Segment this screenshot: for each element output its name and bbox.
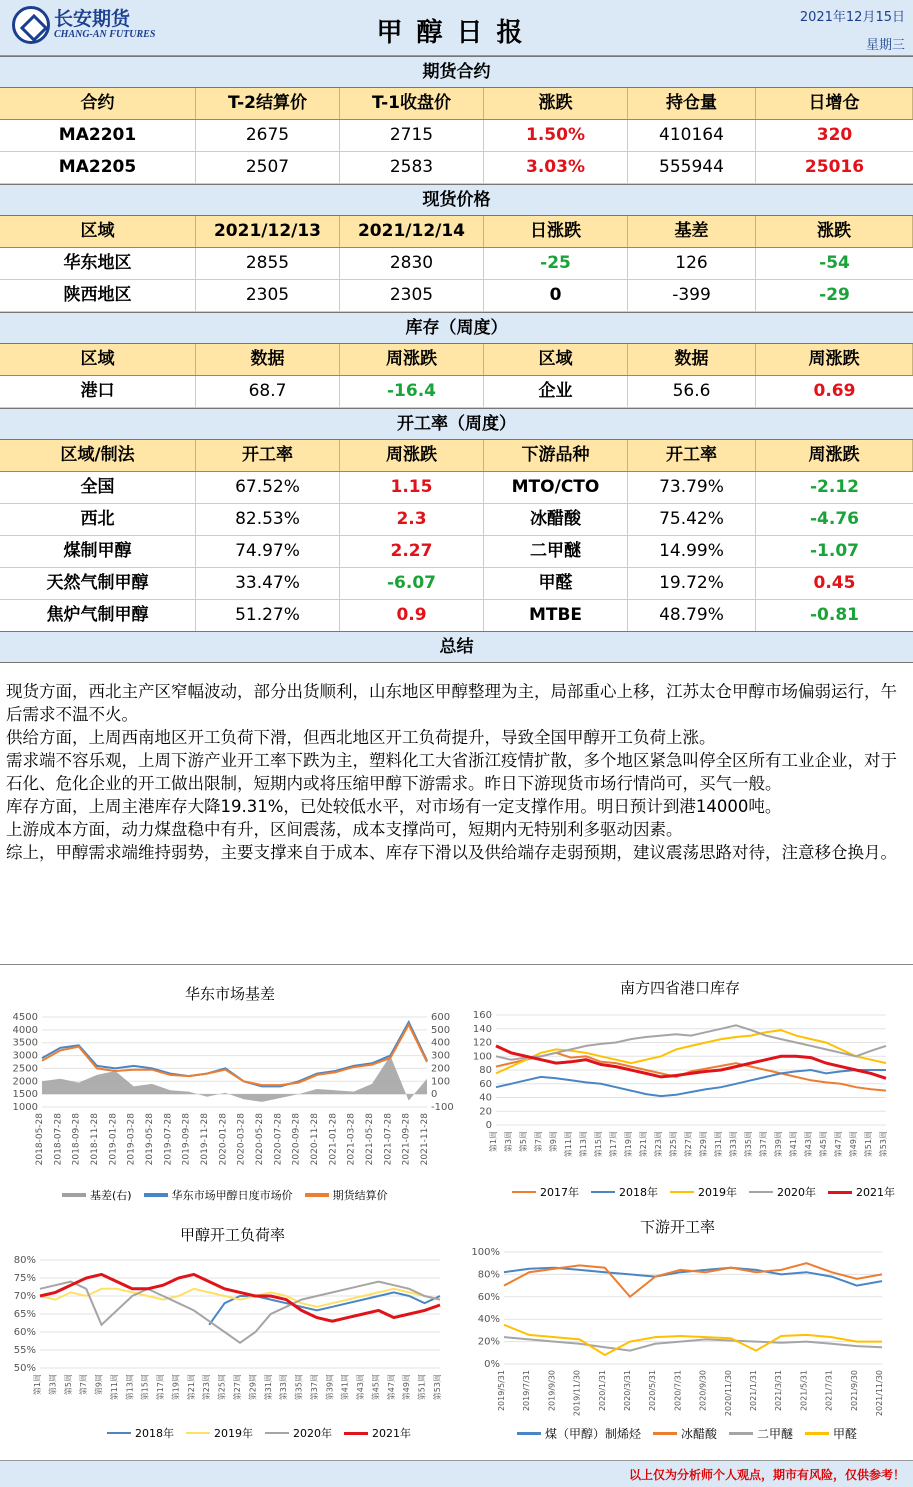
x-tick-label: 2020-05-28: [255, 1113, 265, 1166]
x-tick-label: 第29周: [248, 1374, 258, 1401]
table-cell: 126: [628, 248, 756, 279]
y-tick-label: 0: [485, 1120, 492, 1131]
summary-paragraph: 现货方面，西北主产区窄幅波动，部分出货顺利，山东地区甲醇整理为主，局部重心上移，江苏太仓甲醇市场偏弱运行，午后需求不温不火。: [6, 682, 897, 724]
table-cell: 0.45: [813, 573, 856, 593]
table-row: [0, 600, 913, 632]
x-tick-label: 2021-11-28: [420, 1113, 430, 1166]
x-tick-label: 第23周: [202, 1374, 212, 1401]
x-tick-label: 第37周: [309, 1374, 319, 1401]
x-tick-label: 第25周: [217, 1374, 227, 1401]
column-header: 数据: [628, 344, 756, 375]
column-header: 2021/12/14: [340, 216, 484, 247]
x-tick-label: 2020/5/31: [648, 1370, 658, 1412]
table-cell: 73.79%: [628, 472, 756, 503]
legend-swatch: [805, 1432, 829, 1435]
x-tick-label: 2020/9/30: [698, 1370, 708, 1412]
legend-label: 2020年: [293, 1427, 332, 1440]
table-cell: 14.99%: [628, 536, 756, 567]
series-area: [42, 1056, 427, 1102]
table-cell: -4.76: [810, 509, 859, 529]
spot-header-row: [0, 216, 913, 248]
y-tick-label: 0%: [484, 1359, 500, 1370]
x-tick-label: 第31周: [263, 1374, 273, 1401]
table-cell: 1.50%: [484, 120, 628, 151]
x-tick-label: 2020/3/31: [623, 1370, 632, 1412]
table-cell: -0.81: [810, 605, 859, 625]
operating-section-title: 开工率（周度）: [0, 408, 913, 440]
legend-swatch: [653, 1432, 677, 1435]
x-tick-label: 第3周: [48, 1374, 58, 1396]
table-cell: 2.27: [340, 536, 484, 567]
x-tick-label: 2020-03-28: [236, 1113, 247, 1166]
x-tick-label: 2019/11/30: [572, 1370, 582, 1417]
column-header: T-1收盘价: [340, 88, 484, 119]
summary-paragraph: 上游成本方面，动力煤盘稳中有升，区间震荡，成本支撑尚可，短期内无特别利多驱动因素。: [6, 820, 683, 839]
table-cell: 74.97%: [196, 536, 340, 567]
y-tick-label: 50%: [13, 1363, 36, 1374]
table-cell: 3.03%: [484, 152, 628, 183]
table-cell: 煤制甲醇: [0, 536, 196, 567]
table-cell: -25: [484, 248, 628, 279]
table-cell: 2830: [340, 248, 484, 279]
column-header: 周涨跌: [340, 344, 484, 375]
y-tick-label: 70%: [13, 1291, 36, 1302]
y-tick-label: 60%: [13, 1327, 36, 1338]
x-tick-label: 第49周: [402, 1374, 412, 1401]
x-tick-label: 2019/7/31: [522, 1370, 532, 1412]
x-tick-label: 第33周: [279, 1374, 289, 1401]
y-tick-label: 80: [479, 1065, 492, 1076]
legend-label: 煤（甲醇）制烯烃: [545, 1427, 642, 1441]
column-header: 日增仓: [756, 88, 913, 119]
series-line: [504, 1337, 882, 1351]
x-tick-label: 2021/5/31: [799, 1370, 809, 1412]
table-row: [0, 280, 913, 312]
x-tick-label: 2021-05-28: [365, 1113, 375, 1166]
legend-label: 华东市场甲醇日度市场价: [171, 1189, 293, 1202]
table-cell: -2.12: [810, 477, 859, 497]
legend-label: 期货结算价: [332, 1189, 388, 1202]
x-tick-label: 第21周: [186, 1374, 196, 1401]
x-tick-label: 2021/11/30: [875, 1370, 884, 1417]
table-cell: 2305: [196, 280, 340, 311]
x-tick-label: 2020-07-28: [273, 1113, 284, 1166]
x-tick-label: 第47周: [386, 1374, 396, 1401]
y-tick-label: 75%: [13, 1273, 36, 1284]
column-header: 周涨跌: [756, 344, 913, 375]
downstream-operating-chart: [456, 1242, 913, 1417]
legend-label: 2019年: [698, 1186, 737, 1199]
y-tick-label: 3500: [12, 1037, 38, 1049]
table-row: [0, 120, 913, 152]
chart-legend: [95, 1425, 411, 1441]
y2-tick-label: 0: [431, 1089, 438, 1101]
column-header: 区域: [0, 216, 196, 247]
chart-title: 华东市场基差: [185, 985, 276, 1003]
table-cell: 410164: [628, 120, 756, 151]
x-tick-label: 2020/7/31: [673, 1370, 683, 1412]
y-tick-label: 1000: [12, 1102, 38, 1113]
table-cell: 0: [484, 280, 628, 311]
legend-swatch: [512, 1191, 536, 1193]
table-row: [0, 536, 913, 568]
disclaimer-text: 以上仅为分析师个人观点，期市有风险，仅供参考！: [628, 1468, 905, 1482]
x-tick-label: 第49周: [849, 1131, 858, 1158]
futures-section-title: 期货合约: [0, 56, 913, 88]
x-tick-label: 第35周: [294, 1374, 304, 1401]
legend-label: 2017年: [540, 1186, 579, 1199]
y-tick-label: 40%: [477, 1314, 500, 1326]
region-name: 华东地区: [0, 248, 196, 279]
legend-label: 2018年: [135, 1427, 174, 1440]
y-tick-label: 60%: [477, 1291, 500, 1303]
x-tick-label: 第39周: [774, 1131, 783, 1158]
y-tick-label: 2000: [12, 1076, 38, 1088]
table-cell: 33.47%: [196, 568, 340, 599]
table-cell: 555944: [628, 152, 756, 183]
x-tick-label: 第7周: [534, 1131, 543, 1153]
y-tick-label: 3000: [12, 1050, 38, 1062]
legend-swatch: [107, 1432, 131, 1434]
chart-title: 南方四省港口库存: [620, 979, 741, 997]
table-cell: 82.53%: [196, 504, 340, 535]
table-cell: -1.07: [810, 541, 859, 561]
summary-paragraph: 需求端不容乐观，上周下游产业开工率下跌为主，塑料化工大省浙江疫情扩散，多个地区紧急叫停全区所有工业企业，对于石化、危化企业的开工做出限制，短期内或将压缩甲醇下游需求。昨日下游现货市场行情尚可，买气一般。: [6, 751, 897, 793]
legend-swatch: [749, 1191, 773, 1193]
chart-legend: [50, 1187, 388, 1203]
table-cell: 0.69: [813, 381, 856, 401]
chart-legend: [505, 1425, 857, 1442]
x-tick-label: 第43周: [804, 1131, 813, 1158]
x-tick-label: 第41周: [789, 1131, 798, 1158]
column-header: 持仓量: [628, 88, 756, 119]
table-cell: MTBE: [484, 600, 628, 631]
inventory-header-row: [0, 344, 913, 376]
operating-header-row: [0, 440, 913, 472]
legend-label: 2018年: [619, 1186, 658, 1199]
summary-paragraph: 库存方面，上周主港库存大降19.31%，已处较低水平，对市场有一定支撑作用。明日预计到港14000吨。: [6, 797, 782, 816]
x-tick-label: 第29周: [699, 1131, 708, 1158]
table-cell: 2305: [340, 280, 484, 311]
legend-swatch: [517, 1432, 541, 1435]
x-tick-label: 第53周: [879, 1131, 888, 1158]
y2-tick-label: 600: [431, 1012, 451, 1023]
x-tick-label: 第23周: [654, 1131, 663, 1158]
y-tick-label: 120: [472, 1037, 492, 1049]
x-tick-label: 2018-05-28: [35, 1113, 45, 1166]
report-date: 2021年12月15日: [799, 10, 905, 25]
x-tick-label: 第43周: [356, 1374, 366, 1401]
table-cell: 甲醛: [484, 568, 628, 599]
chart-legend: [500, 1184, 895, 1200]
table-cell: MTO/CTO: [484, 472, 628, 503]
x-tick-label: 2020-11-28: [310, 1113, 320, 1166]
summary-paragraph: 综上，甲醇需求端维持弱势，主要支撑来自于成本、库存下滑以及供给端存走弱预期，建议震荡思路对待，注意移仓换月。: [6, 843, 897, 862]
summary-paragraph: 供给方面，上周西南地区开工负荷下滑，但西北地区开工负荷提升，导致全国甲醇开工负荷上涨。: [6, 728, 716, 747]
x-tick-label: 第19周: [624, 1131, 633, 1158]
column-header: 2021/12/13: [196, 216, 340, 247]
x-tick-label: 2019-11-28: [200, 1113, 210, 1166]
legend-label: 冰醋酸: [681, 1427, 718, 1441]
summary-text: [0, 663, 913, 965]
legend-label: 2020年: [777, 1186, 816, 1199]
x-tick-label: 2021-01-28: [328, 1113, 339, 1166]
legend-swatch: [186, 1432, 210, 1434]
table-cell: 75.42%: [628, 504, 756, 535]
column-header: 开工率: [628, 440, 756, 471]
legend-swatch: [62, 1193, 86, 1197]
x-tick-label: 2018-09-28: [71, 1113, 82, 1166]
column-header: 区域/制法: [0, 440, 196, 471]
y-tick-label: 100%: [471, 1247, 500, 1258]
basis-chart: [0, 1005, 456, 1185]
x-tick-label: 2021-07-28: [383, 1113, 394, 1166]
x-tick-label: 第53周: [433, 1374, 442, 1401]
y-tick-label: 55%: [13, 1345, 36, 1356]
column-header: 开工率: [196, 440, 340, 471]
table-cell: 二甲醚: [484, 536, 628, 567]
x-tick-label: 2019-01-28: [108, 1113, 119, 1166]
table-cell: 48.79%: [628, 600, 756, 631]
x-tick-label: 第45周: [819, 1131, 828, 1158]
legend-label: 2021年: [372, 1427, 411, 1440]
legend-swatch: [828, 1191, 852, 1194]
y2-tick-label: -100: [431, 1102, 454, 1113]
x-tick-label: 第51周: [864, 1131, 873, 1158]
x-tick-label: 2019-09-28: [181, 1113, 192, 1166]
y2-tick-label: 200: [431, 1063, 451, 1075]
x-tick-label: 2021/1/31: [749, 1370, 758, 1412]
y-tick-label: 60: [479, 1078, 492, 1090]
column-header: 周涨跌: [340, 440, 484, 471]
column-header: 下游品种: [484, 440, 628, 471]
column-header: T-2结算价: [196, 88, 340, 119]
contract-name: MA2205: [0, 152, 196, 183]
column-header: 区域: [484, 344, 628, 375]
y2-tick-label: 100: [431, 1076, 451, 1088]
series-line: [504, 1263, 882, 1297]
chart-title: 甲醇开工负荷率: [180, 1226, 286, 1244]
table-cell: 51.27%: [196, 600, 340, 631]
region-name: 企业: [484, 376, 628, 407]
table-cell: 2583: [340, 152, 484, 183]
region-name: 陕西地区: [0, 280, 196, 311]
logo-en-text: CHANG-AN FUTURES: [54, 29, 156, 40]
table-row: [0, 248, 913, 280]
x-tick-label: 第45周: [371, 1374, 381, 1401]
y-tick-label: 100: [472, 1051, 492, 1063]
table-cell: -29: [819, 285, 850, 305]
y-tick-label: 2500: [12, 1063, 38, 1075]
x-tick-label: 第7周: [79, 1374, 89, 1396]
x-tick-label: 第9周: [549, 1131, 558, 1153]
table-cell: 天然气制甲醇: [0, 568, 196, 599]
legend-label: 二甲醚: [757, 1427, 794, 1441]
report-weekday: 星期三: [865, 38, 905, 53]
legend-label: 2019年: [214, 1427, 253, 1440]
column-header: 周涨跌: [756, 440, 913, 471]
column-header: 涨跌: [484, 88, 628, 119]
x-tick-label: 2019/5/31: [497, 1370, 506, 1412]
x-tick-label: 第13周: [125, 1374, 135, 1401]
y-tick-label: 160: [472, 1010, 492, 1021]
port-inventory-chart: [456, 1005, 913, 1180]
x-tick-label: 第1周: [489, 1131, 498, 1153]
x-tick-label: 2020/11/30: [723, 1370, 733, 1417]
x-tick-label: 2021/7/31: [824, 1370, 834, 1412]
legend-label: 基差(右): [90, 1189, 132, 1202]
x-tick-label: 第5周: [63, 1374, 73, 1396]
legend-swatch: [591, 1191, 615, 1193]
table-cell: 67.52%: [196, 472, 340, 503]
x-tick-label: 第27周: [233, 1374, 242, 1401]
chart-title: 下游开工率: [640, 1218, 716, 1236]
x-tick-label: 2020/1/31: [597, 1370, 607, 1412]
table-cell: 68.7: [196, 376, 340, 407]
x-tick-label: 第39周: [325, 1374, 335, 1401]
x-tick-label: 第15周: [594, 1131, 603, 1158]
column-header: 涨跌: [756, 216, 913, 247]
table-cell: 1.15: [340, 472, 484, 503]
x-tick-label: 第33周: [729, 1131, 738, 1158]
x-tick-label: 第11周: [109, 1374, 119, 1401]
column-header: 区域: [0, 344, 196, 375]
table-cell: 2675: [196, 120, 340, 151]
x-tick-label: 第27周: [684, 1131, 693, 1158]
x-tick-label: 第17周: [609, 1131, 618, 1158]
table-cell: 2855: [196, 248, 340, 279]
x-tick-label: 第5周: [519, 1131, 528, 1153]
x-tick-label: 第15周: [140, 1374, 150, 1401]
legend-swatch: [729, 1432, 753, 1435]
y-tick-label: 65%: [13, 1309, 36, 1320]
futures-header-row: [0, 88, 913, 120]
summary-section-title: 总结: [0, 631, 913, 663]
x-tick-label: 第31周: [714, 1131, 723, 1158]
table-cell: 0.9: [340, 600, 484, 631]
x-tick-label: 第41周: [340, 1374, 350, 1401]
legend-label: 2021年: [856, 1186, 895, 1199]
y2-tick-label: 400: [431, 1037, 451, 1049]
inventory-section-title: 库存（周度）: [0, 312, 913, 344]
x-tick-label: 第35周: [744, 1131, 753, 1158]
y2-tick-label: 300: [431, 1050, 451, 1062]
column-header: 日涨跌: [484, 216, 628, 247]
table-cell: 全国: [0, 472, 196, 503]
table-cell: 320: [816, 125, 853, 145]
x-tick-label: 2018-11-28: [90, 1113, 100, 1166]
legend-label: 甲醛: [833, 1427, 858, 1441]
table-cell: 2715: [340, 120, 484, 151]
table-cell: 焦炉气制甲醇: [0, 600, 196, 631]
x-tick-label: 第19周: [171, 1374, 181, 1401]
legend-swatch: [265, 1432, 289, 1434]
x-tick-label: 2021/9/30: [849, 1370, 859, 1412]
table-cell: 2.3: [340, 504, 484, 535]
legend-swatch: [670, 1191, 694, 1193]
table-cell: 19.72%: [628, 568, 756, 599]
x-tick-label: 第17周: [156, 1374, 166, 1401]
legend-swatch: [344, 1432, 368, 1435]
y-tick-label: 80%: [477, 1269, 500, 1281]
spot-section-title: 现货价格: [0, 184, 913, 216]
y-tick-label: 20: [479, 1106, 492, 1118]
y2-tick-label: 500: [431, 1024, 451, 1036]
table-row: [0, 504, 913, 536]
y-tick-label: 4500: [12, 1012, 38, 1023]
x-tick-label: 2019-05-28: [145, 1113, 155, 1166]
x-tick-label: 2020-09-28: [291, 1113, 302, 1166]
x-tick-label: 2018-07-28: [53, 1113, 64, 1166]
x-tick-label: 2019-03-28: [126, 1113, 137, 1166]
table-cell: -6.07: [340, 568, 484, 599]
x-tick-label: 2020-01-28: [218, 1113, 229, 1166]
contract-name: MA2201: [0, 120, 196, 151]
table-cell: -16.4: [340, 376, 484, 407]
table-cell: 56.6: [628, 376, 756, 407]
table-cell: 2507: [196, 152, 340, 183]
series-line: [496, 1053, 886, 1091]
page-title: 甲醇日报: [376, 18, 537, 48]
x-tick-label: 2021-03-28: [346, 1113, 357, 1166]
column-header: 数据: [196, 344, 340, 375]
y-tick-label: 40: [479, 1092, 492, 1104]
x-tick-label: 第13周: [579, 1131, 588, 1158]
table-cell: 冰醋酸: [484, 504, 628, 535]
x-tick-label: 第25周: [669, 1131, 678, 1158]
table-cell: -399: [628, 280, 756, 311]
x-tick-label: 第3周: [504, 1131, 513, 1153]
x-tick-label: 第21周: [639, 1131, 648, 1158]
x-tick-label: 2021/3/31: [774, 1370, 784, 1412]
table-row: [0, 472, 913, 504]
legend-swatch: [144, 1193, 168, 1197]
table-row: [0, 568, 913, 600]
x-tick-label: 第51周: [417, 1374, 427, 1401]
table-row: [0, 152, 913, 184]
x-tick-label: 2019/9/30: [547, 1370, 557, 1412]
table-cell: 25016: [804, 157, 865, 177]
x-tick-label: 2019-07-28: [163, 1113, 174, 1166]
methanol-operating-chart: [0, 1250, 456, 1420]
y-tick-label: 1500: [12, 1089, 38, 1101]
table-row: [0, 376, 913, 408]
legend-swatch: [305, 1193, 329, 1197]
y-tick-label: 20%: [477, 1336, 500, 1348]
x-tick-label: 第11周: [564, 1131, 573, 1158]
table-cell: -54: [819, 253, 850, 273]
region-name: 港口: [0, 376, 196, 407]
x-tick-label: 第1周: [33, 1374, 42, 1396]
logo-cn-text: 长安期货: [54, 8, 131, 30]
column-header: 合约: [0, 88, 196, 119]
table-cell: 西北: [0, 504, 196, 535]
y-tick-label: 80%: [13, 1255, 36, 1266]
x-tick-label: 第37周: [759, 1131, 768, 1158]
x-tick-label: 第9周: [94, 1374, 104, 1396]
y-tick-label: 140: [472, 1023, 492, 1035]
column-header: 基差: [628, 216, 756, 247]
x-tick-label: 2021-09-28: [401, 1113, 412, 1166]
y-tick-label: 4000: [12, 1024, 38, 1036]
x-tick-label: 第47周: [834, 1131, 843, 1158]
